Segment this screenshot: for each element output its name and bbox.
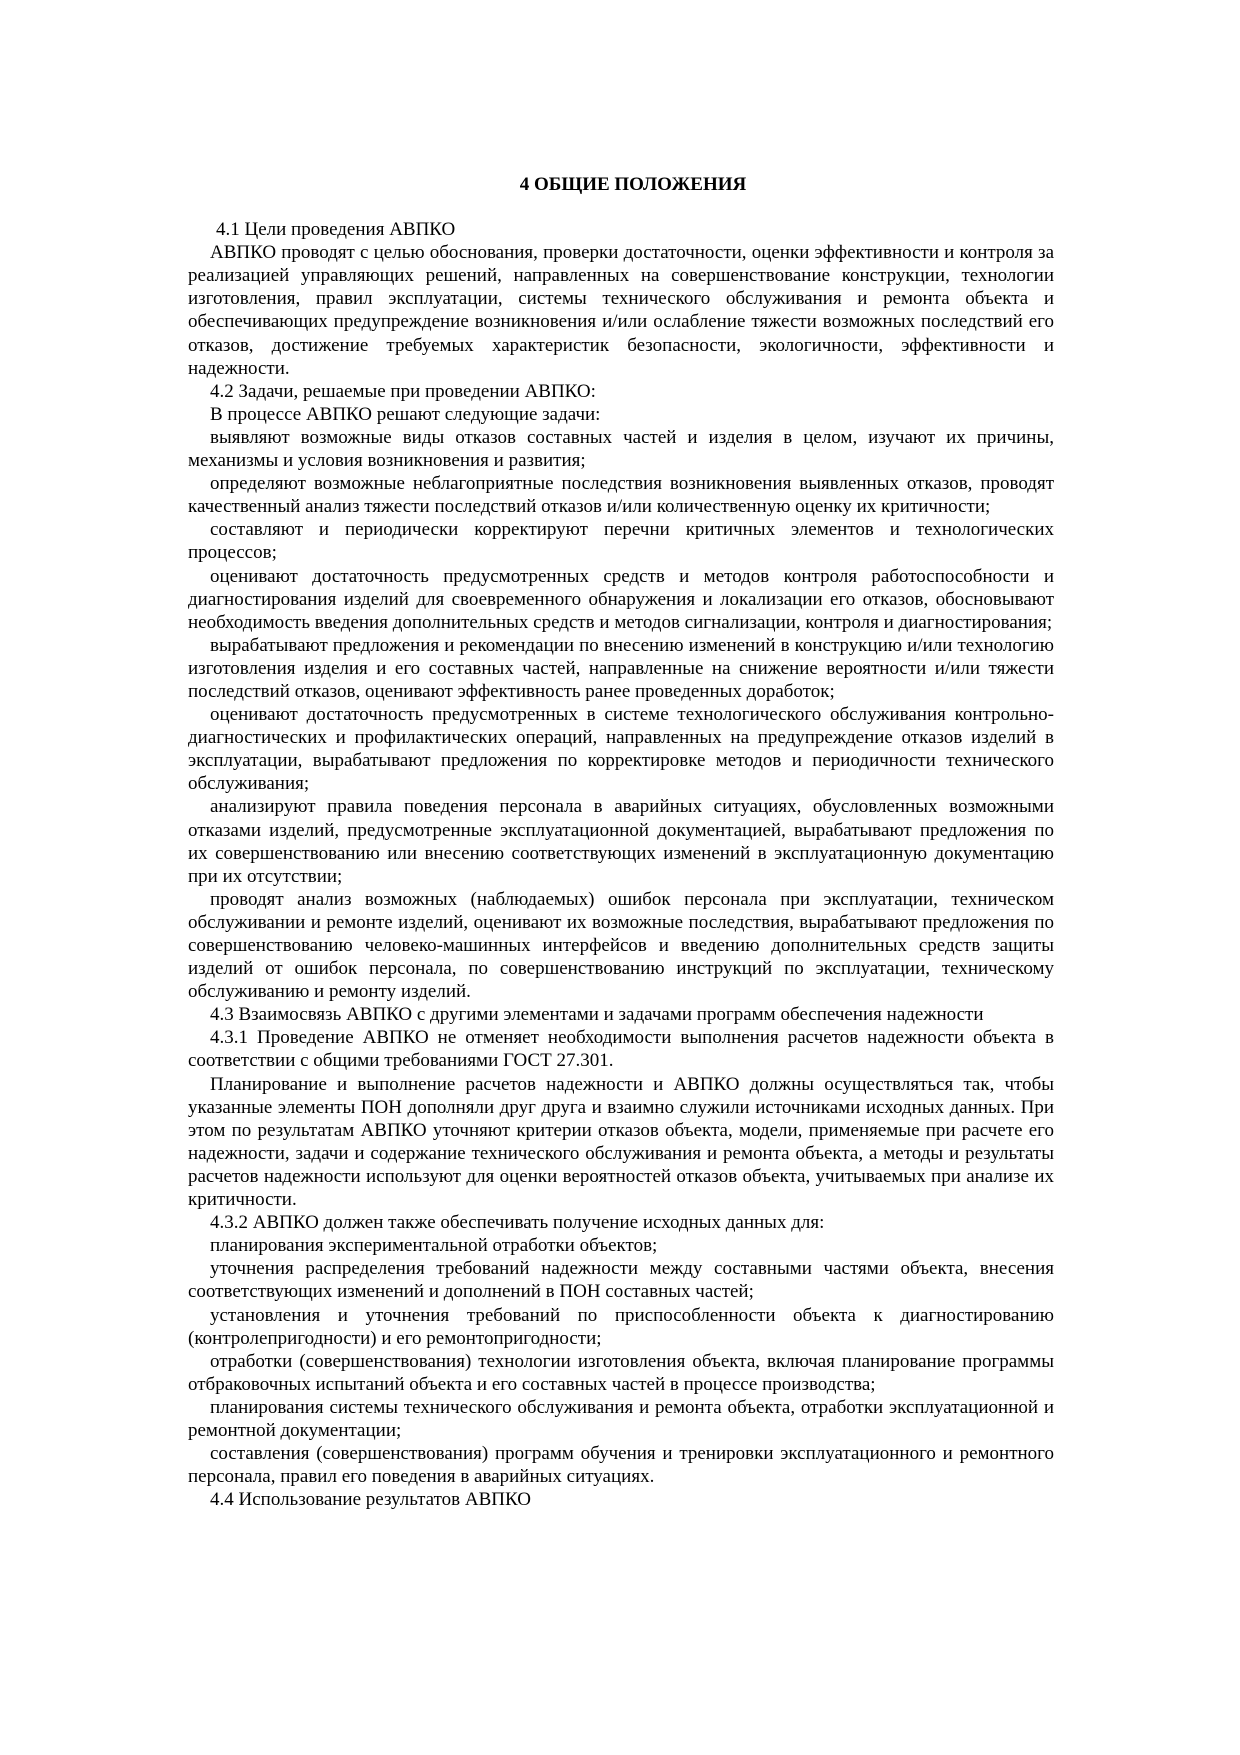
list-item: проводят анализ возможных (наблюдаемых) ошибок персонала при эксплуатации, техническом обслуживании и ремонте изделий, оценивают их возможные последствия, вырабатывают предложения по совершенствованию человеко-машинных интерфейсов и введению дополнительных средств защиты изделий от ошибок персонала, по совершенствованию инструкций по эксплуатации, техническому обслуживанию и ремонту изделий. xyxy=(188,888,1054,1003)
list-item: отработки (совершенствования) технологии изготовления объекта, включая планирование программы отбраковочных испытаний объекта и его составных частей в процессе производства; xyxy=(188,1350,1054,1395)
list-item: планирования экспериментальной отработки объектов; xyxy=(210,1235,658,1257)
list-item: составляют и периодически корректируют перечни критичных элементов и технологических процессов; xyxy=(188,519,1054,564)
list-item: уточнения распределения требований надежности между составными частями объекта, внесения соответствующих изменений и дополнений в ПОН составных частей; xyxy=(188,1258,1054,1303)
subsection-heading-4-4: 4.4 Использование результатов АВПКО xyxy=(210,1489,531,1511)
list-item: выявляют возможные виды отказов составных частей и изделия в целом, изучают их причины, механизмы и условия возникновения и развития; xyxy=(188,426,1054,472)
list-item: анализируют правила поведения персонала в аварийных ситуациях, обусловленных возможными отказами изделий, предусмотренные эксплуатационной документацией, вырабатывают предложения по их совершенствованию или внесению соответствующих изменений в эксплуатационную документацию при их отсутствии; xyxy=(188,796,1054,887)
list-item: оценивают достаточность предусмотренных средств и методов контроля работоспособности и диагностирования изделий для своевременного обнаружения и локализации его отказов, обосновывают необходимость введения дополнительных средств и методов сигнализации, контроля и диагностирования; xyxy=(188,565,1054,633)
subsection-heading-4-1: 4.1 Цели проведения АВПКО xyxy=(216,219,456,241)
list-item: оценивают достаточность предусмотренных в системе технологического обслуживания контрольно-диагностических и профилактических операций, направленных на предупреждение отказов изделий в эксплуатации, вырабатывают предложения по корректировке методов и периодичности технического обслуживания; xyxy=(188,704,1054,795)
document-body xyxy=(188,173,1054,1511)
list-item: установления и уточнения требований по приспособленности объекта к диагностированию (контролепригодности) и его ремонтопригодности; xyxy=(188,1304,1054,1349)
paragraph: В процессе АВПКО решают следующие задачи: xyxy=(210,403,601,425)
paragraph: 4.3.1 Проведение АВПКО не отменяет необходимости выполнения расчетов надежности объекта в соответствии с общими требованиями ГОСТ 27.301. xyxy=(188,1027,1054,1072)
paragraph: АВПКО проводят с целью обоснования, проверки достаточности, оценки эффективности и контроля за реализацией управляющих решений, направленных на совершенствование конструкции, технологии изготовления, правил эксплуатации, системы технического обслуживания и ремонта объекта и обеспечивающих предупреждение возникновения и/или ослабление тяжести возможных последствий его отказов, достижение требуемых характеристик безопасности, экологичности, эффективности и надежности. xyxy=(188,242,1054,379)
subsection-heading-4-2: 4.2 Задачи, решаемые при проведении АВПКО: xyxy=(210,380,596,402)
list-item: вырабатывают предложения и рекомендации по внесению изменений в конструкцию и/или технологию изготовления изделия и его составных частей, направленные на снижение вероятности и/или тяжести последствий отказов, оценивают эффективность ранее проведенных доработок; xyxy=(188,634,1054,702)
list-item: определяют возможные неблагоприятные последствия возникновения выявленных отказов, проводят качественный анализ тяжести последствий отказов и/или количественную оценку их критичности; xyxy=(188,473,1054,518)
paragraph: 4.3.2 АВПКО должен также обеспечивать получение исходных данных для: xyxy=(210,1212,825,1234)
list-item: составления (совершенствования) программ обучения и тренировки эксплуатационного и ремонтного персонала, правил его поведения в аварийных ситуациях. xyxy=(188,1443,1054,1488)
subsection-heading-4-3: 4.3 Взаимосвязь АВПКО с другими элементами и задачами программ обеспечения надежности xyxy=(210,1004,984,1026)
section-title: 4 ОБЩИЕ ПОЛОЖЕНИЯ xyxy=(519,174,747,195)
list-item: планирования системы технического обслуживания и ремонта объекта, отработки эксплуатационной и ремонтной документации; xyxy=(188,1396,1054,1441)
paragraph: Планирование и выполнение расчетов надежности и АВПКО должны осуществляться так, чтобы указанные элементы ПОН дополняли друг друга и взаимно служили источниками исходных данных. При этом по результатам АВПКО уточняют критерии отказов объекта, модели, применяемые при расчете его надежности, задачи и содержание технического обслуживания и ремонта объекта, а методы и результаты расчетов надежности используют для оценки вероятностей отказов объекта, учитываемых при анализе их критичности. xyxy=(188,1073,1054,1211)
